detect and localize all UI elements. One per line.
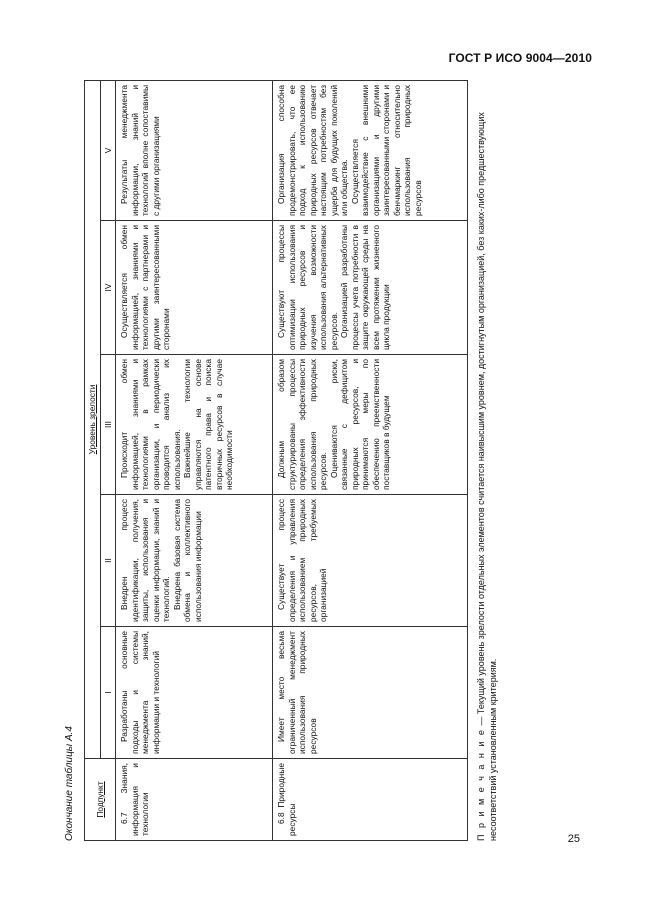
standard-header: ГОСТ Р ИСО 9004—2010 [448,51,592,65]
header-maturity-level: Уровень зрелости [85,80,101,758]
row-subpoint: 6.8 Природные ресурсы [273,759,468,841]
table-cell: Разработаны основные подходы и системы менеджмента знаний, информации и технологий [116,627,273,759]
page-number: 25 [567,833,580,845]
table-cell: Существуют процессы оптимизации использования природных ресурсов и изучения возможности использования альтернативных ресурсов. Организацией разработаны процессы учета потребности в защите окружающей среды на всем протяжении жизненного цикла продукции [273,221,468,355]
table-row [116,80,273,840]
table-cell: Имеет место весьма ограниченный менеджмент использования природных ресурсов [273,627,468,759]
table-cell: Результаты менеджмента информации, знаний и технологий вполне сопоставимы с другими организациями [116,80,273,220]
table-cell: Организация способна продемонстрировать, что ее подход к использованию природных ресурсов отвечает настоящим потребностям без ущерба для будущих поколений или общества. Осуществляется взаимодействие с внешними организациями и другими заинтересованными сторонами и бенчмаркинг относительно использования природных ресурсов [273,80,468,220]
table-cell: Осуществляется обмен информацией, знаниями и технологиями с партнерами и другими заинтересованными сторонами [116,221,273,355]
row-subpoint: 6.7 Знания, информация и технологии [116,759,273,841]
table-note [476,81,499,841]
header-level-2: II [100,495,116,627]
table-cell: Происходит обмен информацией, знаниями и технологиями в рамках организации, и периодически проводится анализ их использования. Важнейшие технологии управляются на основе патентного права и поиска вторичных ресурсов в случае необходимости [116,355,273,495]
note-text: — Текущий уровень зрелости отдельных элементов считается наивысшим уровнем, достигнутым организацией, без каких-либо предшествующих несоответствий установленным критериям. [476,112,498,841]
table-cell: Внедрен процесс идентификации, получения, защиты, использования и оценки информации, знаний и технологий. Внедрена базовая система обмена и коллективного использования информации [116,495,273,627]
header-level-4: IV [100,221,116,355]
header-level-3: III [100,355,116,495]
header-subpoint: Подпункт [85,759,116,841]
table-cell: Существует процесс определения и управления использованием природных ресурсов, требуемых организацией [273,495,468,627]
table-caption: Окончание таблицы А.4 [64,726,75,841]
header-level-1: I [100,627,116,759]
rotated-table-block [64,81,544,841]
table-row [273,80,468,840]
note-label: П р и м е ч а н и е [476,728,486,841]
table-cell: Должным образом структурированы процессы определения эффективности использования природных ресурсов. Оцениваются риски, связанные с дефицитом природных ресурсов, и принимаются меры по обеспечению преемственности поставщиков в будущем [273,355,468,495]
maturity-table [84,80,468,841]
header-level-5: V [100,80,116,220]
